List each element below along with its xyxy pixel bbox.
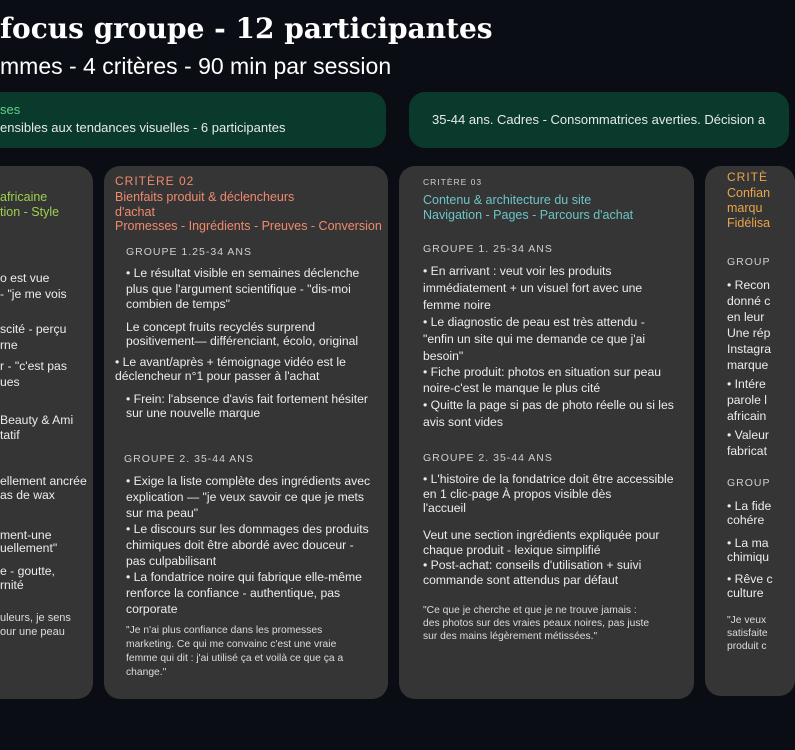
criterion-02-subtitle: Promesses - Ingrédients - Preuves - Conversion <box>115 219 382 233</box>
g2-line: cohére <box>727 513 765 527</box>
g1-line: fabricat <box>727 444 767 458</box>
c1-line: - "je me vois <box>0 287 67 301</box>
g2-line: • Post-achat: conseils d'utilisation + suivi <box>423 558 642 572</box>
c1-line: rnité <box>0 578 24 592</box>
quote-line: marketing. Ce qui me convainc c'est une vraie <box>126 639 337 650</box>
quote-line: change." <box>126 667 167 678</box>
c1-quote-line: uleurs, je sens <box>0 612 71 624</box>
c1-line: scité - perçu <box>0 322 67 336</box>
page-subtitle: mmes - 4 critères - 90 min par session <box>0 53 392 79</box>
g1-line: • Le résultat visible en semaines déclenche <box>126 266 360 280</box>
g1-line: en leur <box>727 310 765 324</box>
group-2-heading: GROUPE 2. 35-44 ANS <box>124 453 254 465</box>
c1-line: ues <box>0 375 20 389</box>
quote-line: "Je veux <box>727 615 767 626</box>
group2-banner <box>409 92 789 148</box>
g2-line: culture <box>727 586 764 600</box>
criterion-04-title: Confian <box>727 186 771 200</box>
g2-line: • La ma <box>727 536 769 550</box>
g2-line: corporate <box>126 602 178 616</box>
g2-line: en 1 clic-page À propos visible dès <box>423 487 612 501</box>
g1-line: Instagra <box>727 342 772 356</box>
g1-line: immédiatement + un visuel fort avec une <box>423 281 643 295</box>
quote-line: des photos sur des vraies peaux noires, pas juste <box>423 618 650 629</box>
criterion-02-title: d'achat <box>115 205 155 219</box>
criterion-04-title: marqu <box>727 201 763 215</box>
g1-line: combien de temps" <box>126 297 230 311</box>
g2-line: Veut une section ingrédients expliquée pour <box>423 528 660 542</box>
g2-line: • Exige la liste complète des ingrédients avec <box>126 474 371 488</box>
criterion-02-title: Bienfaits produit & déclencheurs <box>115 190 295 204</box>
criterion-03-label: CRITÈRE 03 <box>423 177 483 187</box>
g2-line: commande sont attendus par défaut <box>423 573 619 587</box>
criterion-01-title-2: tion - Style <box>0 205 60 219</box>
g2-line: renforce la confiance - authentique, pas <box>126 586 341 600</box>
g2-line: explication — "je veux savoir ce que je mets <box>126 490 365 504</box>
group-1-heading: GROUPE 1. 25-34 ANS <box>423 243 553 255</box>
c1-line: rne <box>0 338 18 352</box>
criterion-04-card <box>705 166 795 696</box>
group-2-heading: GROUPE 2. 35-44 ANS <box>423 452 553 464</box>
c1-line: e - goutte, <box>0 564 55 578</box>
g2-line: chaque produit - lexique simplifié <box>423 543 601 557</box>
g1-line: sur une nouvelle marque <box>126 406 261 420</box>
quote-line: "Je n'ai plus confiance dans les promesses <box>126 625 323 636</box>
c1-line: Beauty & Ami <box>0 413 74 427</box>
group2-banner-text: 35-44 ans. Cadres - Consommatrices averties. Décision a <box>432 112 766 127</box>
g1-line: • Valeur <box>727 428 769 442</box>
g1-line: noire-c'est le manque le plus cité <box>423 381 601 395</box>
c1-line: tatif <box>0 428 20 442</box>
c1-quote-line: our une peau <box>0 626 65 638</box>
quote-line: "Ce que je cherche et que je ne trouve jamais : <box>423 605 637 616</box>
g1-line: • Le avant/après + témoignage vidéo est le <box>115 355 346 369</box>
group-1-heading: GROUP <box>727 256 771 268</box>
g1-line: femme noire <box>423 298 491 312</box>
criterion-03-card <box>399 166 694 699</box>
group1-banner <box>0 92 386 148</box>
criterion-01-title-1: africaine <box>0 190 48 204</box>
quote-line: sur des mains légèrement métissées." <box>423 631 598 642</box>
g1-line: africain <box>727 409 767 423</box>
criterion-02-label: CRITÈRE 02 <box>115 174 195 188</box>
g1-line: • Intére <box>727 377 766 391</box>
group-2-heading: GROUP <box>727 477 771 489</box>
group1-banner-label: ses <box>0 102 21 117</box>
g2-line: • Rêve c <box>727 572 773 586</box>
g1-line: • Frein: l'absence d'avis fait fortement hésiter <box>126 392 368 406</box>
criterion-03-subtitle: Navigation - Pages - Parcours d'achat <box>423 208 634 222</box>
g1-line: • Quitte la page si pas de photo réelle ou si les <box>423 398 674 412</box>
g1-line: • En arrivant : veut voir les produits <box>423 264 612 278</box>
criterion-01-card <box>0 166 93 699</box>
c1-line: uellement" <box>0 541 58 555</box>
quote-line: satisfaite <box>727 628 768 639</box>
g1-line: déclencheur n°1 pour passer à l'achat <box>115 369 320 383</box>
criterion-02-card <box>104 166 388 699</box>
g1-line: Une rép <box>727 326 771 340</box>
c1-line: o est vue <box>0 271 50 285</box>
c1-line: r - "c'est pas <box>0 359 67 373</box>
g2-line: chimiqu <box>727 550 769 564</box>
g2-line: chimiques doit être abordé avec douceur - <box>126 538 354 552</box>
g1-line: "enfin un site qui me demande ce que j'ai <box>423 332 646 346</box>
g2-line: sur ma peau" <box>126 506 199 520</box>
page-title: focus groupe - 12 participantes <box>0 12 493 45</box>
g1-line: • Le diagnostic de peau est très attendu - <box>423 315 645 329</box>
quote-line: produit c <box>727 641 767 652</box>
group-1-heading: GROUPE 1.25-34 ANS <box>126 246 252 258</box>
g1-line: donné c <box>727 294 771 308</box>
g2-line: • Le discours sur les dommages des produits <box>126 522 369 536</box>
criterion-04-title: Fidélisa <box>727 216 771 230</box>
g1-line: marque <box>727 358 769 372</box>
c1-line: ment-une <box>0 528 52 542</box>
g1-line: • Fiche produit: photos en situation sur peau <box>423 365 662 379</box>
group1-banner-text: ensibles aux tendances visuelles - 6 participantes <box>0 120 286 135</box>
quote-line: femme qui dit : j'ai utilisé ça et voilà ce que ça a <box>126 653 344 664</box>
g2-line: pas culpabilisant <box>126 554 217 568</box>
c1-line: as de wax <box>0 488 55 502</box>
g2-line: • L'histoire de la fondatrice doit être accessible <box>423 472 674 486</box>
g1-line: parole l <box>727 393 767 407</box>
g1-line: positivement— différenciant, écolo, original <box>126 334 359 348</box>
g1-line: besoin" <box>423 349 464 363</box>
g2-line: • La fondatrice noire qui fabrique elle-même <box>126 570 362 584</box>
g1-line: • Recon <box>727 278 770 292</box>
g2-line: • La fide <box>727 499 772 513</box>
criterion-03-title: Contenu & architecture du site <box>423 193 592 207</box>
c1-line: ellement ancrée <box>0 474 87 488</box>
criterion-04-label: CRITÈ <box>727 170 768 184</box>
g1-line: avis sont vides <box>423 415 503 429</box>
g2-line: l'accueil <box>423 501 466 515</box>
g1-line: plus que l'argument scientifique - "dis-moi <box>126 282 351 296</box>
g1-line: Le concept fruits recyclés surprend <box>126 320 315 334</box>
